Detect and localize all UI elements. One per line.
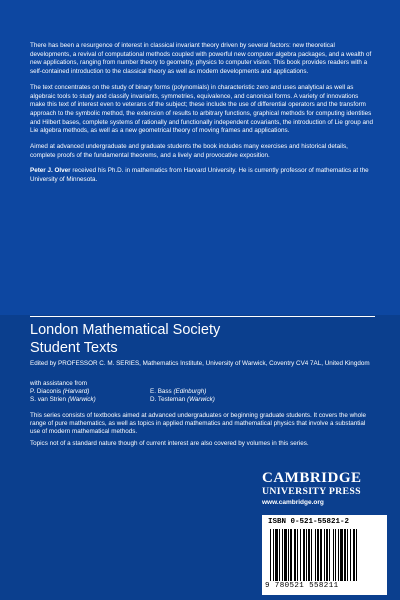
author-bio	[30, 167, 375, 184]
assistant-entry	[150, 388, 206, 396]
description-paragraph-2: The text concentrates on the study of binary forms (polynomials) in characteristic zero and uses analytical as well as algebraic tools to study and classify invariants, symmetries, equivalence, and canonical forms. A variety of innovations make this text of interest even to veterans of the subject; these include the use of differential operators and the transform approach to the symbolic method, the extension of results to arbitrary functions, graphical methods for computing identities and Hilbert bases, complete systems of rationally and functionally independent covariants, the introduction of Lie group and Lie algebra methods, as well as a new geometrical theory of moving frames and applications.	[30, 83, 374, 135]
assistant-entry	[30, 396, 150, 404]
description-paragraph-3: Aimed at advanced undergraduate and graduate students the book includes many exercises and historical details, complete proofs of the fundamental theorems, and a lively and provocative exposition.	[30, 143, 348, 159]
publisher-press: UNIVERSITY PRESS	[262, 486, 361, 497]
series-description-2: Topics not of a standard nature though of current interest are also covered by volumes in this series.	[30, 440, 309, 447]
series-title	[30, 321, 375, 357]
series-title-line-2: Student Texts	[30, 340, 118, 356]
barcode-bar	[356, 529, 357, 581]
assistant-row	[30, 388, 375, 396]
assistant-row	[30, 396, 375, 404]
assistant-name: P. Diaconis	[30, 388, 62, 395]
barcode-number: 9 780521 558211	[265, 582, 339, 590]
isbn-label: ISBN 0-521-55821-2	[268, 518, 350, 526]
author-name: Peter J. Olver	[30, 167, 71, 175]
assistant-name: E. Bass	[150, 388, 172, 395]
author-bio-text: received his Ph.D. in mathematics from Harvard University. He is currently professor of mathematics at the University of Minnesota.	[30, 167, 369, 184]
assistant-entry	[30, 388, 150, 396]
assist-heading: with assistance from	[30, 380, 88, 387]
assistant-entry	[150, 396, 215, 404]
series-description-1: This series consists of textbooks aimed at advanced undergraduates or beginning graduate students. It covers the whole range of pure mathematics, as well as topics in applied mathematics and mathematical physics that involve a substantial use of modern mathematical methods.	[30, 412, 367, 435]
book-description	[30, 42, 375, 192]
publisher-name: CAMBRIDGE	[262, 470, 362, 486]
description-paragraph-1: There has been a resurgence of interest in classical invariant theory driven by several factors: new theoretical developments, a revival of computational methods coupled with powerful new computer algebra packages, and a wealth of new applications, ranging from number theory to geometry, physics to computer vision. This book provides readers with a self-contained introduction to the classical theory as well as modern developments and applications.	[30, 42, 372, 76]
divider	[30, 316, 375, 317]
assistant-name: D. Testeman	[150, 396, 186, 403]
assistant-institution: (Warwick)	[186, 396, 215, 403]
barcode-panel	[262, 515, 387, 595]
assistant-institution: (Warwick)	[67, 396, 96, 403]
series-title-line-1: London Mathematical Society	[30, 322, 221, 338]
assistant-name: S. van Strien	[30, 396, 67, 403]
publisher-url: www.cambridge.org	[262, 499, 324, 506]
barcode-icon	[270, 529, 380, 581]
series-editor: Edited by PROFESSOR C. M. SERIES, Mathematics Institute, University of Warwick, Coventry CV4 7AL, United Kingdom	[30, 360, 370, 367]
assistant-institution: (Edinburgh)	[173, 388, 207, 395]
series-description	[30, 412, 375, 452]
publisher-logo	[262, 470, 387, 506]
assistant-institution: (Harvard)	[62, 388, 90, 395]
series-assistants	[30, 380, 375, 404]
